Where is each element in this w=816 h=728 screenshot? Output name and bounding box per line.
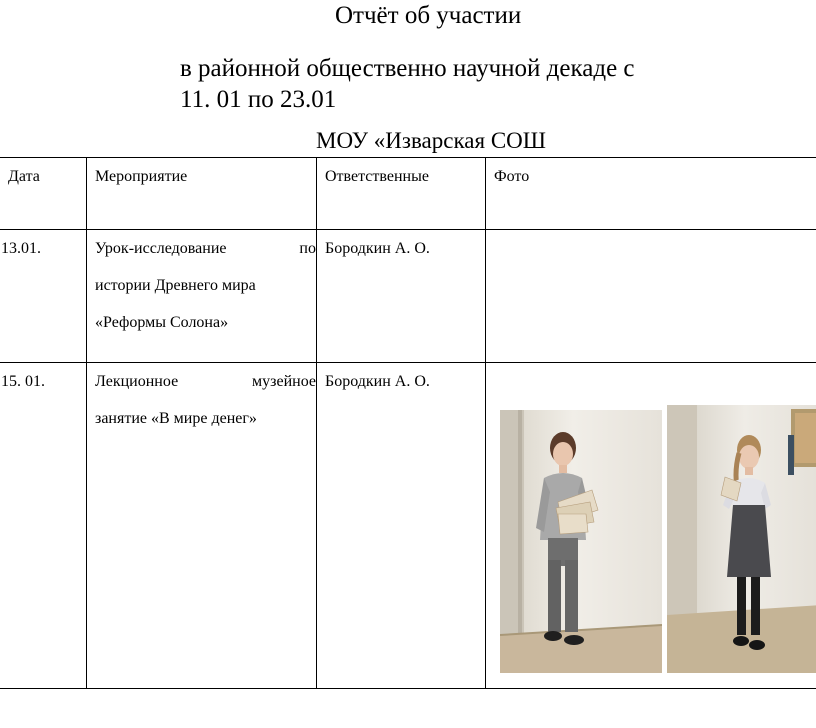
event-text-rest: занятие «В мире денег» bbox=[95, 410, 257, 427]
cell-date: 13.01. bbox=[0, 230, 87, 363]
girl-holding-banknotes-photo bbox=[500, 410, 662, 673]
document-subtitle bbox=[180, 53, 635, 115]
header-responsible: Ответственные bbox=[317, 158, 486, 230]
document-title: Отчёт об участии bbox=[335, 2, 522, 29]
event-text-rest: истории Древнего мира «Реформы Солона» bbox=[95, 277, 256, 331]
event-text-first-line: Урок-исследование по bbox=[95, 240, 316, 257]
event-text-first-line: Лекционное музейное bbox=[95, 373, 316, 390]
cell-photo bbox=[486, 230, 816, 363]
header-date: Дата bbox=[0, 158, 87, 230]
table-row bbox=[0, 230, 816, 363]
table-header-row bbox=[0, 158, 816, 230]
girl-holding-banknote-photo bbox=[667, 405, 816, 673]
cell-photo bbox=[486, 363, 816, 689]
cell-event bbox=[87, 230, 317, 363]
report-table bbox=[0, 157, 816, 689]
cell-event bbox=[87, 363, 317, 689]
subtitle-line-1: в районной общественно научной декаде с bbox=[180, 55, 635, 82]
subtitle-line-2: 11. 01 по 23.01 bbox=[180, 86, 337, 113]
photo-group bbox=[500, 410, 816, 673]
cell-date: 15. 01. bbox=[0, 363, 87, 689]
cell-responsible: Бородкин А. О. bbox=[317, 363, 486, 689]
table-row bbox=[0, 363, 816, 689]
cell-responsible: Бородкин А. О. bbox=[317, 230, 486, 363]
header-photo: Фото bbox=[486, 158, 816, 230]
school-name: МОУ «Изварская СОШ bbox=[316, 128, 546, 153]
header-event: Мероприятие bbox=[87, 158, 317, 230]
